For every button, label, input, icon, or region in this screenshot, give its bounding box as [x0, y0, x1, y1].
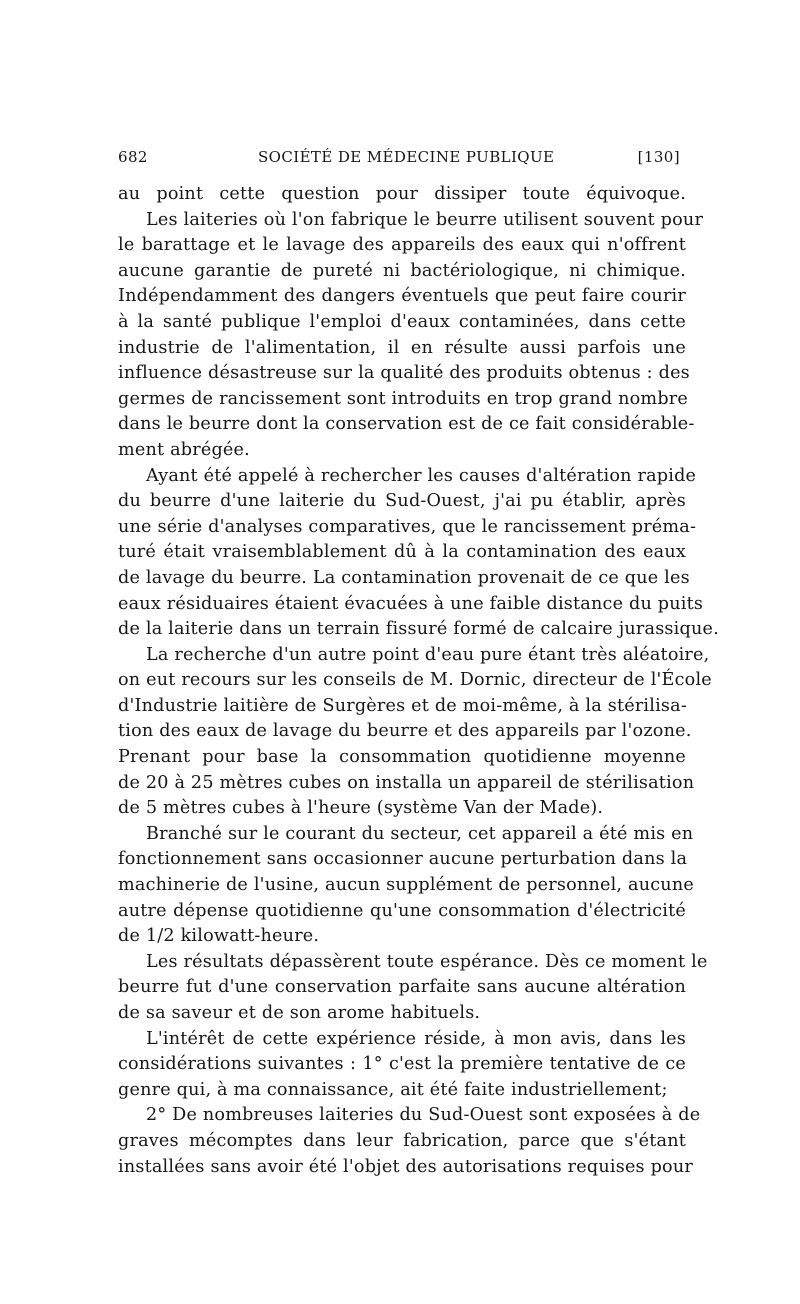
text-line: de la laiterie dans un terrain fissuré formé de calcaire jurassique.: [118, 619, 719, 640]
text-line: Ayant été appelé à rechercher les causes d'altération rapide: [146, 465, 697, 486]
text-line: turé était vraisemblablement dû à la contamination des eaux: [118, 542, 686, 563]
text-line: Indépendamment des dangers éventuels que peut faire courir: [118, 286, 686, 307]
text-line: graves mécomptes dans leur fabrication, parce que s'étant: [118, 1130, 686, 1151]
page-header: [118, 138, 686, 172]
text-line: L'intérêt de cette expérience réside, à mon avis, dans les: [146, 1028, 686, 1049]
text-line: à la santé publique l'emploi d'eaux contaminées, dans cette: [118, 311, 686, 332]
text-line: fonctionnement sans occasionner aucune perturbation dans la: [118, 849, 688, 870]
page-reference: [130]: [637, 148, 680, 166]
running-title: SOCIÉTÉ DE MÉDECINE PUBLIQUE: [258, 148, 555, 166]
book-page: [118, 138, 719, 1178]
text-line: tion des eaux de lavage du beurre et des appareils par l'ozone.: [118, 721, 692, 742]
text-line: installées sans avoir été l'objet des autorisations requises pour: [118, 1156, 693, 1177]
text-line: dans le beurre dont la conservation est de ce fait considérable-: [118, 414, 695, 435]
text-line: Les résultats dépassèrent toute espérance. Dès ce moment le: [146, 951, 708, 972]
text-line: le barattage et le lavage des appareils des eaux qui n'offrent: [118, 235, 686, 256]
text-line: autre dépense quotidienne qu'une consommation d'électricité: [118, 900, 686, 921]
page-number: 682: [118, 148, 148, 166]
text-line: de sa saveur et de son arome habituels.: [118, 1003, 481, 1023]
text-line: La recherche d'un autre point d'eau pure étant très aléatoire,: [146, 644, 710, 665]
text-line: du beurre d'une laiterie du Sud-Ouest, j'ai pu établir, après: [118, 491, 686, 512]
text-line: de lavage du beurre. La contamination provenait de ce que les: [118, 567, 690, 588]
body-text: [118, 182, 719, 1180]
text-line: d'Industrie laitière de Surgères et de moi-même, à la stérilisa-: [118, 695, 687, 716]
text-line: beurre fut d'une conservation parfaite sans aucune altération: [118, 977, 686, 998]
text-line: eaux résiduaires étaient évacuées à une faible distance du puits: [118, 593, 704, 614]
text-line: de 5 mètres cubes à l'heure (système Van der Made).: [118, 798, 604, 819]
text-line: genre qui, à ma connaissance, ait été faite industriellement;: [118, 1079, 668, 1100]
text-line: ment abrégée.: [118, 439, 250, 460]
text-line: Branché sur le courant du secteur, cet appareil a été mis en: [146, 823, 694, 844]
text-line: considérations suivantes : 1° c'est la première tentative de ce: [118, 1054, 686, 1075]
text-line: une série d'analyses comparatives, que le rancissement préma-: [118, 516, 697, 537]
text-line: 2° De nombreuses laiteries du Sud-Ouest sont exposées à de: [146, 1105, 701, 1126]
text-line: Prenant pour base la consommation quotidienne moyenne: [118, 747, 686, 768]
text-line: machinerie de l'usine, aucun supplément de personnel, aucune: [118, 875, 694, 896]
text-line: de 20 à 25 mètres cubes on installa un appareil de stérilisation: [118, 772, 695, 793]
text-line: au point cette question pour dissiper toute équivoque.: [118, 184, 686, 204]
text-line: germes de rancissement sont introduits en trop grand nombre: [118, 388, 688, 409]
text-line: influence désastreuse sur la qualité des produits obtenus : des: [118, 363, 690, 384]
text-line: aucune garantie de pureté ni bactériologique, ni chimique.: [118, 260, 686, 281]
text-line: de 1/2 kilowatt-heure.: [118, 926, 320, 947]
text-line: on eut recours sur les conseils de M. Dornic, directeur de l'École: [118, 670, 712, 691]
text-line: Les laiteries où l'on fabrique le beurre utilisent souvent pour: [146, 209, 704, 230]
text-line: industrie de l'alimentation, il en résulte aussi parfois une: [118, 337, 686, 358]
